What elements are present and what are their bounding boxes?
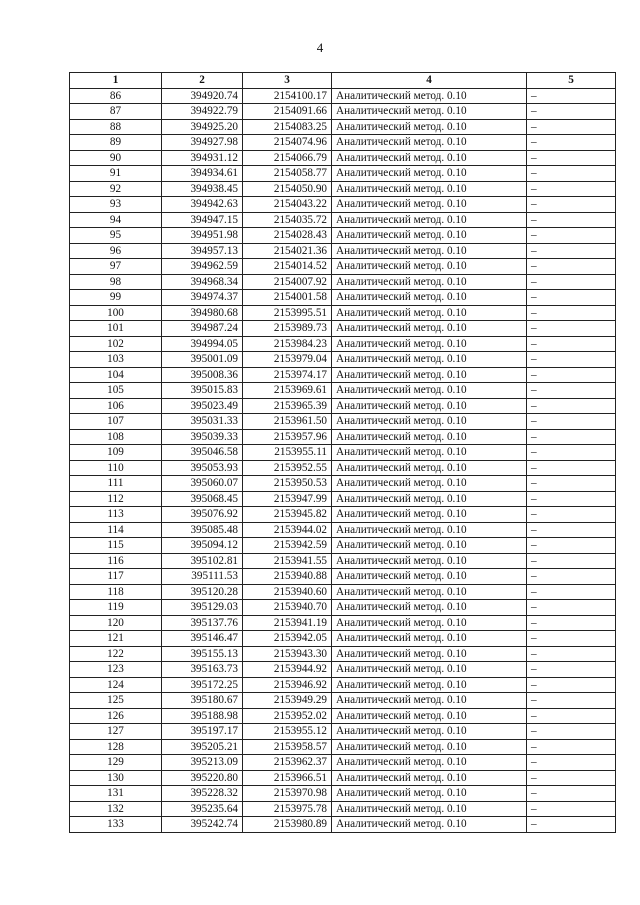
table-row	[70, 212, 616, 228]
x-coordinate-cell: 395228.32	[162, 786, 243, 802]
note-cell: –	[527, 181, 616, 197]
method-cell: Аналитический метод. 0.10	[332, 491, 527, 507]
x-coordinate-cell: 395094.12	[162, 538, 243, 554]
x-coordinate-cell: 394934.61	[162, 166, 243, 182]
method-cell: Аналитический метод. 0.10	[332, 259, 527, 275]
x-coordinate-cell: 394947.15	[162, 212, 243, 228]
x-coordinate-cell: 395146.47	[162, 631, 243, 647]
note-cell: –	[527, 383, 616, 399]
table-row	[70, 817, 616, 833]
method-cell: Аналитический метод. 0.10	[332, 150, 527, 166]
x-coordinate-cell: 395023.49	[162, 398, 243, 414]
note-cell: –	[527, 708, 616, 724]
table-header	[70, 73, 616, 89]
note-cell: –	[527, 770, 616, 786]
note-cell: –	[527, 522, 616, 538]
method-cell: Аналитический метод. 0.10	[332, 693, 527, 709]
method-cell: Аналитический метод. 0.10	[332, 724, 527, 740]
table-row	[70, 383, 616, 399]
column-header-1: 1	[70, 73, 162, 89]
point-number-cell: 115	[70, 538, 162, 554]
y-coordinate-cell: 2153944.02	[243, 522, 332, 538]
table-row	[70, 522, 616, 538]
y-coordinate-cell: 2154028.43	[243, 228, 332, 244]
method-cell: Аналитический метод. 0.10	[332, 615, 527, 631]
table-row	[70, 150, 616, 166]
method-cell: Аналитический метод. 0.10	[332, 367, 527, 383]
column-header-4: 4	[332, 73, 527, 89]
note-cell: –	[527, 88, 616, 104]
x-coordinate-cell: 395053.93	[162, 460, 243, 476]
y-coordinate-cell: 2153950.53	[243, 476, 332, 492]
x-coordinate-cell: 395076.92	[162, 507, 243, 523]
y-coordinate-cell: 2153943.30	[243, 646, 332, 662]
y-coordinate-cell: 2154066.79	[243, 150, 332, 166]
note-cell: –	[527, 817, 616, 833]
point-number-cell: 126	[70, 708, 162, 724]
table-row	[70, 88, 616, 104]
method-cell: Аналитический метод. 0.10	[332, 274, 527, 290]
point-number-cell: 100	[70, 305, 162, 321]
method-cell: Аналитический метод. 0.10	[332, 677, 527, 693]
y-coordinate-cell: 2154014.52	[243, 259, 332, 275]
y-coordinate-cell: 2153979.04	[243, 352, 332, 368]
note-cell: –	[527, 631, 616, 647]
table-row	[70, 166, 616, 182]
x-coordinate-cell: 395085.48	[162, 522, 243, 538]
table-row	[70, 615, 616, 631]
note-cell: –	[527, 615, 616, 631]
note-cell: –	[527, 476, 616, 492]
method-cell: Аналитический метод. 0.10	[332, 553, 527, 569]
y-coordinate-cell: 2153940.60	[243, 584, 332, 600]
note-cell: –	[527, 166, 616, 182]
y-coordinate-cell: 2153940.88	[243, 569, 332, 585]
y-coordinate-cell: 2154100.17	[243, 88, 332, 104]
table-row	[70, 305, 616, 321]
note-cell: –	[527, 739, 616, 755]
table-row	[70, 321, 616, 337]
method-cell: Аналитический метод. 0.10	[332, 631, 527, 647]
x-coordinate-cell: 395163.73	[162, 662, 243, 678]
point-number-cell: 103	[70, 352, 162, 368]
note-cell: –	[527, 414, 616, 430]
x-coordinate-cell: 395197.17	[162, 724, 243, 740]
method-cell: Аналитический метод. 0.10	[332, 739, 527, 755]
coordinates-table	[69, 72, 616, 833]
x-coordinate-cell: 395213.09	[162, 755, 243, 771]
x-coordinate-cell: 395242.74	[162, 817, 243, 833]
method-cell: Аналитический метод. 0.10	[332, 755, 527, 771]
x-coordinate-cell: 394951.98	[162, 228, 243, 244]
y-coordinate-cell: 2154001.58	[243, 290, 332, 306]
method-cell: Аналитический метод. 0.10	[332, 398, 527, 414]
point-number-cell: 129	[70, 755, 162, 771]
x-coordinate-cell: 394925.20	[162, 119, 243, 135]
x-coordinate-cell: 395001.09	[162, 352, 243, 368]
point-number-cell: 90	[70, 150, 162, 166]
column-header-5: 5	[527, 73, 616, 89]
y-coordinate-cell: 2153958.57	[243, 739, 332, 755]
note-cell: –	[527, 398, 616, 414]
point-number-cell: 92	[70, 181, 162, 197]
table-row	[70, 197, 616, 213]
x-coordinate-cell: 395046.58	[162, 445, 243, 461]
x-coordinate-cell: 395188.98	[162, 708, 243, 724]
note-cell: –	[527, 212, 616, 228]
y-coordinate-cell: 2154074.96	[243, 135, 332, 151]
point-number-cell: 127	[70, 724, 162, 740]
y-coordinate-cell: 2153969.61	[243, 383, 332, 399]
y-coordinate-cell: 2153952.02	[243, 708, 332, 724]
point-number-cell: 132	[70, 801, 162, 817]
table-row	[70, 367, 616, 383]
method-cell: Аналитический метод. 0.10	[332, 88, 527, 104]
table-row	[70, 352, 616, 368]
x-coordinate-cell: 394931.12	[162, 150, 243, 166]
method-cell: Аналитический метод. 0.10	[332, 646, 527, 662]
column-header-2: 2	[162, 73, 243, 89]
x-coordinate-cell: 394962.59	[162, 259, 243, 275]
method-cell: Аналитический метод. 0.10	[332, 336, 527, 352]
x-coordinate-cell: 395111.53	[162, 569, 243, 585]
y-coordinate-cell: 2153974.17	[243, 367, 332, 383]
method-cell: Аналитический метод. 0.10	[332, 243, 527, 259]
method-cell: Аналитический метод. 0.10	[332, 414, 527, 430]
note-cell: –	[527, 274, 616, 290]
point-number-cell: 94	[70, 212, 162, 228]
note-cell: –	[527, 538, 616, 554]
point-number-cell: 107	[70, 414, 162, 430]
x-coordinate-cell: 395220.80	[162, 770, 243, 786]
y-coordinate-cell: 2153946.92	[243, 677, 332, 693]
x-coordinate-cell: 394987.24	[162, 321, 243, 337]
note-cell: –	[527, 755, 616, 771]
method-cell: Аналитический метод. 0.10	[332, 383, 527, 399]
method-cell: Аналитический метод. 0.10	[332, 445, 527, 461]
method-cell: Аналитический метод. 0.10	[332, 135, 527, 151]
point-number-cell: 119	[70, 600, 162, 616]
note-cell: –	[527, 677, 616, 693]
point-number-cell: 131	[70, 786, 162, 802]
point-number-cell: 118	[70, 584, 162, 600]
x-coordinate-cell: 395031.33	[162, 414, 243, 430]
method-cell: Аналитический метод. 0.10	[332, 166, 527, 182]
point-number-cell: 120	[70, 615, 162, 631]
table-row	[70, 553, 616, 569]
method-cell: Аналитический метод. 0.10	[332, 119, 527, 135]
point-number-cell: 102	[70, 336, 162, 352]
table-row	[70, 677, 616, 693]
x-coordinate-cell: 394927.98	[162, 135, 243, 151]
x-coordinate-cell: 394968.34	[162, 274, 243, 290]
y-coordinate-cell: 2153966.51	[243, 770, 332, 786]
y-coordinate-cell: 2153945.82	[243, 507, 332, 523]
point-number-cell: 116	[70, 553, 162, 569]
point-number-cell: 121	[70, 631, 162, 647]
method-cell: Аналитический метод. 0.10	[332, 584, 527, 600]
table-row	[70, 569, 616, 585]
point-number-cell: 99	[70, 290, 162, 306]
x-coordinate-cell: 394922.79	[162, 104, 243, 120]
y-coordinate-cell: 2153980.89	[243, 817, 332, 833]
method-cell: Аналитический метод. 0.10	[332, 104, 527, 120]
x-coordinate-cell: 394920.74	[162, 88, 243, 104]
point-number-cell: 96	[70, 243, 162, 259]
method-cell: Аналитический метод. 0.10	[332, 181, 527, 197]
x-coordinate-cell: 395039.33	[162, 429, 243, 445]
point-number-cell: 130	[70, 770, 162, 786]
table-row	[70, 398, 616, 414]
point-number-cell: 97	[70, 259, 162, 275]
x-coordinate-cell: 395120.28	[162, 584, 243, 600]
method-cell: Аналитический метод. 0.10	[332, 770, 527, 786]
point-number-cell: 117	[70, 569, 162, 585]
column-header-3: 3	[243, 73, 332, 89]
y-coordinate-cell: 2153961.50	[243, 414, 332, 430]
y-coordinate-cell: 2154043.22	[243, 197, 332, 213]
x-coordinate-cell: 395060.07	[162, 476, 243, 492]
point-number-cell: 91	[70, 166, 162, 182]
method-cell: Аналитический метод. 0.10	[332, 538, 527, 554]
note-cell: –	[527, 135, 616, 151]
point-number-cell: 124	[70, 677, 162, 693]
y-coordinate-cell: 2153989.73	[243, 321, 332, 337]
note-cell: –	[527, 600, 616, 616]
x-coordinate-cell: 394980.68	[162, 305, 243, 321]
point-number-cell: 87	[70, 104, 162, 120]
table-row	[70, 507, 616, 523]
x-coordinate-cell: 395155.13	[162, 646, 243, 662]
point-number-cell: 88	[70, 119, 162, 135]
note-cell: –	[527, 336, 616, 352]
point-number-cell: 123	[70, 662, 162, 678]
method-cell: Аналитический метод. 0.10	[332, 569, 527, 585]
x-coordinate-cell: 395180.67	[162, 693, 243, 709]
note-cell: –	[527, 367, 616, 383]
method-cell: Аналитический метод. 0.10	[332, 460, 527, 476]
table-row	[70, 491, 616, 507]
y-coordinate-cell: 2153975.78	[243, 801, 332, 817]
note-cell: –	[527, 429, 616, 445]
note-cell: –	[527, 662, 616, 678]
note-cell: –	[527, 243, 616, 259]
table-body	[70, 88, 616, 832]
method-cell: Аналитический метод. 0.10	[332, 786, 527, 802]
table-row	[70, 739, 616, 755]
method-cell: Аналитический метод. 0.10	[332, 507, 527, 523]
note-cell: –	[527, 104, 616, 120]
x-coordinate-cell: 395129.03	[162, 600, 243, 616]
table-row	[70, 445, 616, 461]
y-coordinate-cell: 2153984.23	[243, 336, 332, 352]
x-coordinate-cell: 394957.13	[162, 243, 243, 259]
note-cell: –	[527, 507, 616, 523]
y-coordinate-cell: 2154035.72	[243, 212, 332, 228]
y-coordinate-cell: 2154050.90	[243, 181, 332, 197]
table-row	[70, 119, 616, 135]
table-row	[70, 460, 616, 476]
table-row	[70, 708, 616, 724]
note-cell: –	[527, 801, 616, 817]
point-number-cell: 111	[70, 476, 162, 492]
table-row	[70, 755, 616, 771]
point-number-cell: 122	[70, 646, 162, 662]
y-coordinate-cell: 2153941.19	[243, 615, 332, 631]
y-coordinate-cell: 2153952.55	[243, 460, 332, 476]
y-coordinate-cell: 2154007.92	[243, 274, 332, 290]
table-row	[70, 646, 616, 662]
x-coordinate-cell: 395008.36	[162, 367, 243, 383]
y-coordinate-cell: 2154021.36	[243, 243, 332, 259]
note-cell: –	[527, 352, 616, 368]
method-cell: Аналитический метод. 0.10	[332, 662, 527, 678]
method-cell: Аналитический метод. 0.10	[332, 522, 527, 538]
y-coordinate-cell: 2153955.12	[243, 724, 332, 740]
x-coordinate-cell: 395137.76	[162, 615, 243, 631]
note-cell: –	[527, 491, 616, 507]
method-cell: Аналитический метод. 0.10	[332, 600, 527, 616]
table-row	[70, 786, 616, 802]
y-coordinate-cell: 2153955.11	[243, 445, 332, 461]
note-cell: –	[527, 553, 616, 569]
table-row	[70, 770, 616, 786]
x-coordinate-cell: 395205.21	[162, 739, 243, 755]
method-cell: Аналитический метод. 0.10	[332, 197, 527, 213]
point-number-cell: 89	[70, 135, 162, 151]
method-cell: Аналитический метод. 0.10	[332, 708, 527, 724]
note-cell: –	[527, 584, 616, 600]
point-number-cell: 108	[70, 429, 162, 445]
table-row	[70, 228, 616, 244]
table-row	[70, 801, 616, 817]
method-cell: Аналитический метод. 0.10	[332, 305, 527, 321]
table-row	[70, 476, 616, 492]
point-number-cell: 125	[70, 693, 162, 709]
point-number-cell: 109	[70, 445, 162, 461]
method-cell: Аналитический метод. 0.10	[332, 290, 527, 306]
y-coordinate-cell: 2153947.99	[243, 491, 332, 507]
note-cell: –	[527, 460, 616, 476]
note-cell: –	[527, 646, 616, 662]
note-cell: –	[527, 445, 616, 461]
note-cell: –	[527, 786, 616, 802]
point-number-cell: 114	[70, 522, 162, 538]
y-coordinate-cell: 2153942.05	[243, 631, 332, 647]
y-coordinate-cell: 2154091.66	[243, 104, 332, 120]
y-coordinate-cell: 2153957.96	[243, 429, 332, 445]
point-number-cell: 106	[70, 398, 162, 414]
point-number-cell: 104	[70, 367, 162, 383]
x-coordinate-cell: 394994.05	[162, 336, 243, 352]
note-cell: –	[527, 290, 616, 306]
note-cell: –	[527, 693, 616, 709]
table-row	[70, 584, 616, 600]
method-cell: Аналитический метод. 0.10	[332, 352, 527, 368]
note-cell: –	[527, 197, 616, 213]
method-cell: Аналитический метод. 0.10	[332, 429, 527, 445]
y-coordinate-cell: 2153940.70	[243, 600, 332, 616]
note-cell: –	[527, 259, 616, 275]
table-row	[70, 259, 616, 275]
x-coordinate-cell: 395172.25	[162, 677, 243, 693]
table-row	[70, 414, 616, 430]
point-number-cell: 105	[70, 383, 162, 399]
table-row	[70, 181, 616, 197]
y-coordinate-cell: 2153995.51	[243, 305, 332, 321]
table-row	[70, 104, 616, 120]
y-coordinate-cell: 2153944.92	[243, 662, 332, 678]
method-cell: Аналитический метод. 0.10	[332, 801, 527, 817]
point-number-cell: 101	[70, 321, 162, 337]
point-number-cell: 112	[70, 491, 162, 507]
table-row	[70, 243, 616, 259]
table-row	[70, 429, 616, 445]
point-number-cell: 93	[70, 197, 162, 213]
table-row	[70, 274, 616, 290]
table-row	[70, 662, 616, 678]
note-cell: –	[527, 569, 616, 585]
table-row	[70, 538, 616, 554]
table-row	[70, 631, 616, 647]
x-coordinate-cell: 395102.81	[162, 553, 243, 569]
y-coordinate-cell: 2154058.77	[243, 166, 332, 182]
point-number-cell: 133	[70, 817, 162, 833]
table-row	[70, 724, 616, 740]
y-coordinate-cell: 2153941.55	[243, 553, 332, 569]
point-number-cell: 110	[70, 460, 162, 476]
point-number-cell: 86	[70, 88, 162, 104]
table-row	[70, 336, 616, 352]
x-coordinate-cell: 395015.83	[162, 383, 243, 399]
point-number-cell: 95	[70, 228, 162, 244]
page-number: 4	[316, 40, 324, 55]
method-cell: Аналитический метод. 0.10	[332, 321, 527, 337]
x-coordinate-cell: 394974.37	[162, 290, 243, 306]
note-cell: –	[527, 724, 616, 740]
method-cell: Аналитический метод. 0.10	[332, 212, 527, 228]
point-number-cell: 113	[70, 507, 162, 523]
note-cell: –	[527, 228, 616, 244]
table-row	[70, 600, 616, 616]
note-cell: –	[527, 305, 616, 321]
note-cell: –	[527, 321, 616, 337]
x-coordinate-cell: 394942.63	[162, 197, 243, 213]
table-row	[70, 290, 616, 306]
y-coordinate-cell: 2154083.25	[243, 119, 332, 135]
note-cell: –	[527, 150, 616, 166]
table-row	[70, 693, 616, 709]
x-coordinate-cell: 394938.45	[162, 181, 243, 197]
y-coordinate-cell: 2153942.59	[243, 538, 332, 554]
y-coordinate-cell: 2153949.29	[243, 693, 332, 709]
y-coordinate-cell: 2153970.98	[243, 786, 332, 802]
y-coordinate-cell: 2153965.39	[243, 398, 332, 414]
header-row	[70, 73, 616, 89]
y-coordinate-cell: 2153962.37	[243, 755, 332, 771]
note-cell: –	[527, 119, 616, 135]
x-coordinate-cell: 395235.64	[162, 801, 243, 817]
point-number-cell: 98	[70, 274, 162, 290]
table-row	[70, 135, 616, 151]
method-cell: Аналитический метод. 0.10	[332, 228, 527, 244]
method-cell: Аналитический метод. 0.10	[332, 817, 527, 833]
method-cell: Аналитический метод. 0.10	[332, 476, 527, 492]
point-number-cell: 128	[70, 739, 162, 755]
x-coordinate-cell: 395068.45	[162, 491, 243, 507]
